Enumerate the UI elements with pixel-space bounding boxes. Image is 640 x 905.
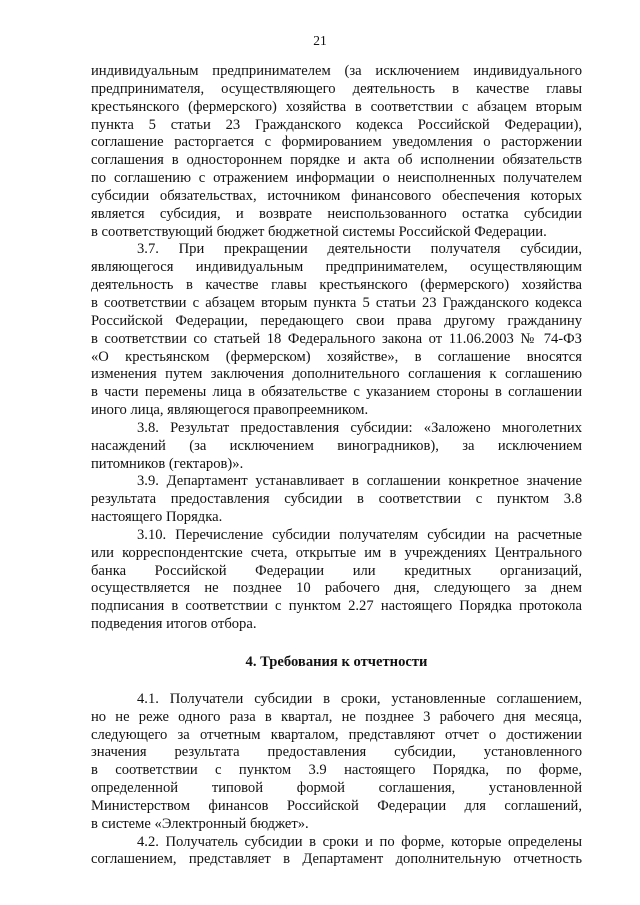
text-line: в соответствии с пунктом 3.9 настоящего Порядка, по форме, [91, 762, 582, 779]
text-line: в системе «Электронный бюджет». [91, 815, 309, 832]
text-line: 4.1. Получатели субсидии в сроки, установленные соглашением, [137, 690, 582, 707]
text-line: настоящего Порядка. [91, 509, 223, 526]
text-line: изменения путем заключения дополнительного соглашения к соглашению [91, 366, 582, 383]
document-body [91, 63, 582, 869]
text-line: 3.10. Перечисление субсидии получателям субсидии на расчетные [137, 526, 582, 543]
section-heading: 4. Требования к отчетности [245, 654, 428, 670]
text-line: в соответствующий бюджет бюджетной системы Российской Федерации. [91, 223, 547, 240]
text-line: питомников (гектаров)». [91, 455, 244, 472]
text-line: в части перемены лица в обязательстве с указанием стороны в соглашении [91, 384, 582, 401]
text-line: подведения итогов отбора. [91, 616, 257, 633]
text-line: 3.8. Результат предоставления субсидии: «Заложено многолетних [137, 419, 582, 436]
text-line: является субсидия, и возврате неиспользованного остатка субсидии [91, 205, 582, 222]
text-line: значения результата предоставления субсидии, установленного [91, 744, 582, 761]
text-line: «О крестьянском (фермерском) хозяйстве», в соглашение вносятся [91, 348, 582, 365]
text-line: субсидии обязательствах, источником финансового обеспечения которых [91, 187, 582, 204]
page-number: 21 [313, 33, 327, 48]
text-line: 3.7. При прекращении деятельности получателя субсидии, [137, 241, 582, 258]
text-line: насаждений (за исключением виноградников), за исключением [91, 437, 582, 454]
text-line: Российской Федерации, передающего свои права другому гражданину [91, 312, 582, 329]
text-line: осуществляется не позднее 10 рабочего дня, следующего за днем [91, 580, 582, 597]
text-line: крестьянского (фермерского) хозяйства в соответствии с абзацем вторым [91, 98, 582, 115]
text-line: индивидуальным предпринимателем (за исключением индивидуального [91, 63, 582, 79]
text-line: но не реже одного раза в квартал, не позднее 3 рабочего дня месяца, [91, 708, 582, 725]
text-line: по соглашению с отражением информации о неисполненных получателем [91, 170, 582, 187]
text-line: иного лица, являющегося правопреемником. [91, 402, 369, 419]
text-line: подписания в соответствии с пунктом 2.27 настоящего Порядка протокола [91, 598, 582, 615]
text-line: результата предоставления субсидии в соответствии с пунктом 3.8 [91, 491, 582, 508]
text-line: следующего за отчетным кварталом, представляют отчет о достижении [91, 726, 582, 743]
text-line: в соответствии с абзацем вторым пункта 5 статьи 23 Гражданского кодекса [91, 294, 582, 311]
text-line: в соответствии со статьей 18 Федерального закона от 11.06.2003 № 74-ФЗ [91, 330, 582, 347]
text-line: являющегося индивидуальным предпринимателем, осуществляющим [91, 259, 582, 276]
text-line: определенной типовой формой соглашения, установленной [91, 780, 582, 797]
text-line: соглашение расторгается с формированием уведомления о расторжении [91, 134, 582, 151]
text-line: соглашения в одностороннем порядке и акта об исполнении обязательств [91, 152, 582, 169]
text-line: или корреспондентские счета, открытые им в учреждениях Центрального [91, 544, 582, 561]
text-line: 4.2. Получатель субсидии в сроки и по форме, которые определены [137, 833, 582, 850]
text-line: пункта 5 статьи 23 Гражданского кодекса Российской Федерации), [91, 116, 582, 133]
text-line: деятельность в качестве главы крестьянского (фермерского) хозяйства [91, 277, 582, 294]
text-line: предпринимателя, осуществляющего деятельность в качестве главы [91, 80, 582, 97]
text-line: 3.9. Департамент устанавливает в соглашении конкретное значение [137, 473, 582, 490]
text-line: Министерством финансов Российской Федерации для соглашений, [91, 797, 582, 814]
text-line: соглашением, представляет в Департамент дополнительную отчетность [91, 851, 582, 868]
text-line: банка Российской Федерации или кредитных организаций, [91, 562, 582, 579]
